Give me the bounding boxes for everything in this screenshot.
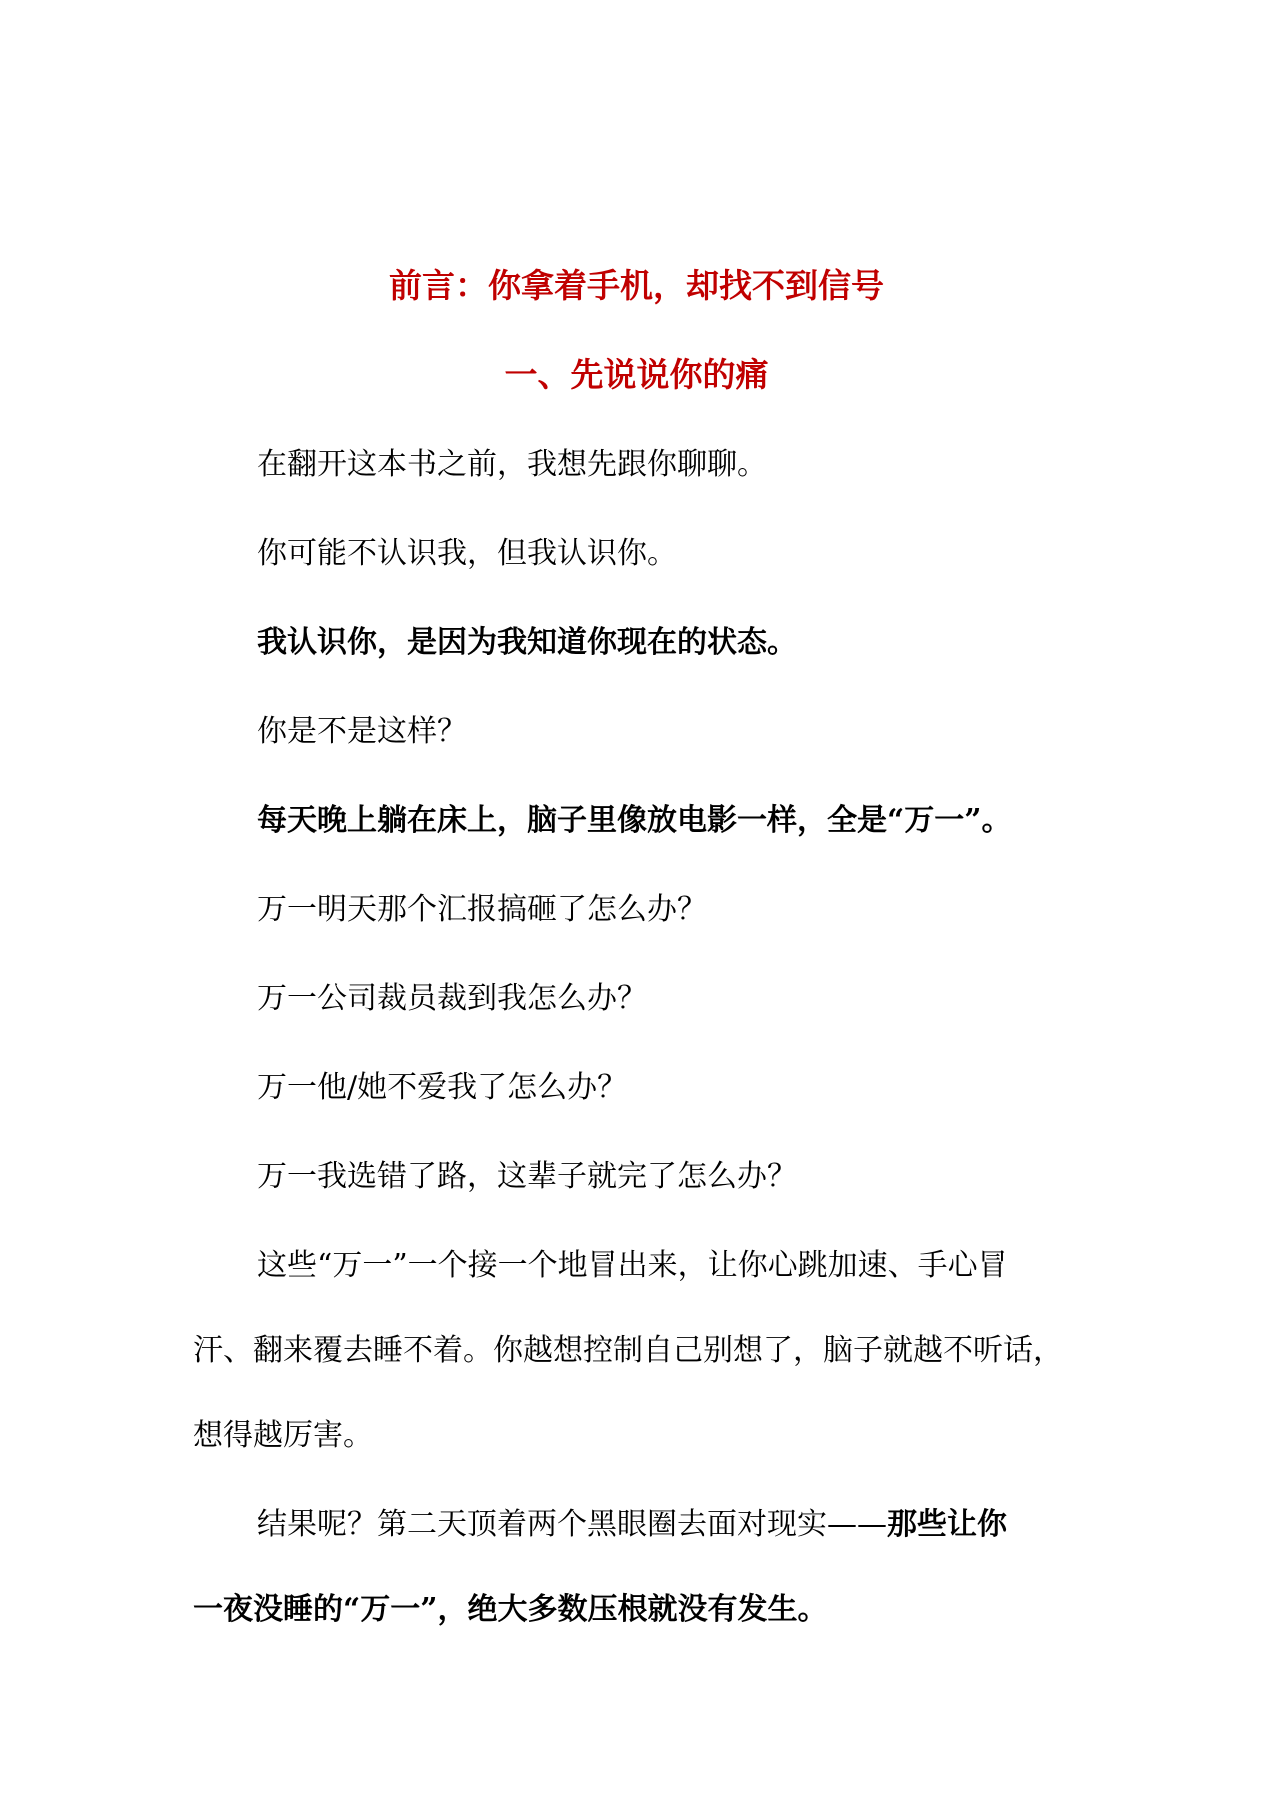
- paragraph-line-bold: 一夜没睡的“万一”，绝大多数压根就没有发生。: [193, 1592, 828, 1627]
- section-heading: 一、先说说你的痛: [504, 355, 769, 394]
- paragraph-line: 汗、翻来覆去睡不着。你越想控制自己别想了，脑子就越不听话，: [193, 1333, 1063, 1368]
- paragraph-line: 你是不是这样？: [257, 714, 467, 749]
- page-title: 前言：你拿着手机，却找不到信号: [389, 266, 884, 305]
- paragraph-line-bold: 我认识你，是因为我知道你现在的状态。: [257, 625, 797, 660]
- text-bold: 那些让你: [887, 1507, 1007, 1542]
- paragraph-line: 万一他/她不爱我了怎么办？: [257, 1070, 628, 1105]
- text-normal: 结果呢？第二天顶着两个黑眼圈去面对现实——: [257, 1507, 887, 1542]
- paragraph-line: 你可能不认识我，但我认识你。: [257, 536, 677, 571]
- paragraph-line-mixed: [257, 1505, 1007, 1545]
- paragraph-line: 这些“万一”一个接一个地冒出来，让你心跳加速、手心冒: [257, 1248, 1008, 1283]
- paragraph-line: 在翻开这本书之前，我想先跟你聊聊。: [257, 447, 767, 482]
- paragraph-line: 想得越厉害。: [193, 1418, 373, 1453]
- paragraph-line: 万一明天那个汇报搞砸了怎么办？: [257, 892, 707, 927]
- paragraph-line-bold: 每天晚上躺在床上，脑子里像放电影一样，全是“万一”。: [257, 803, 1012, 838]
- paragraph-line: 万一公司裁员裁到我怎么办？: [257, 981, 647, 1016]
- paragraph-line: 万一我选错了路，这辈子就完了怎么办？: [257, 1159, 797, 1194]
